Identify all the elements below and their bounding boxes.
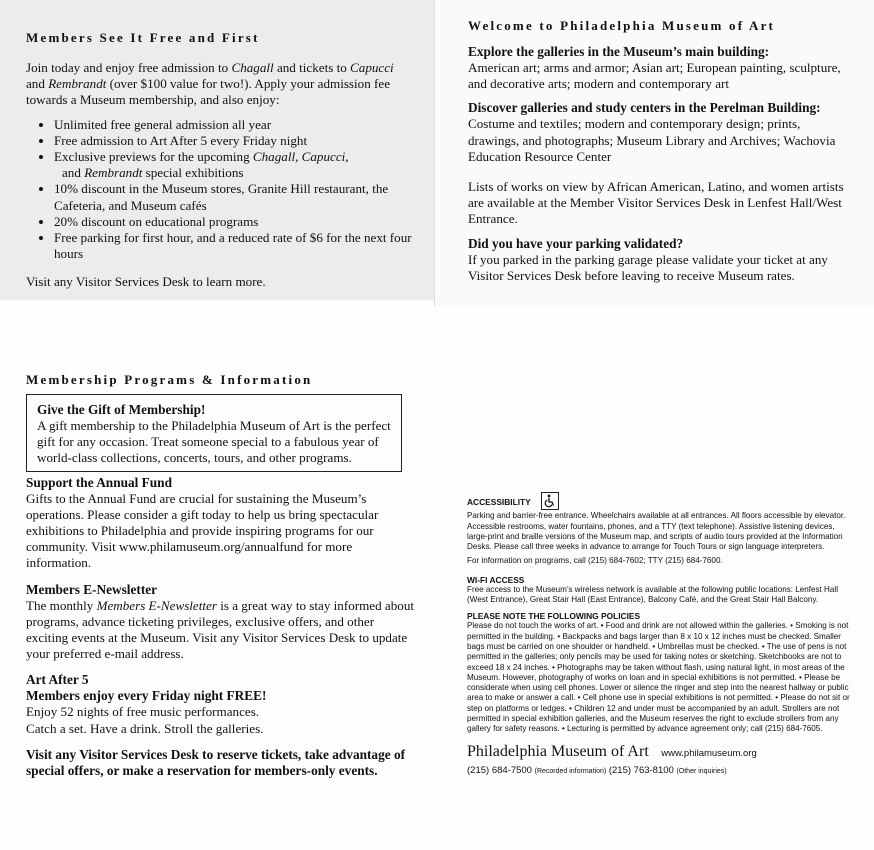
programs-panel: [0, 360, 434, 790]
benefit-text: and: [62, 165, 85, 181]
wifi-body: Free access to the Museum’s wireless network is available at the following public locations: Lenfest Hall (West Entrance), Great Stair Hall (East Entrance), Balcony Café, and the Great Stair Hall Balcony.: [467, 584, 838, 605]
programs-closing: Visit any Visitor Services Desk to reserve tickets, take advantage of special offers, or make a reservation for members-only events.: [26, 746, 406, 778]
members-intro: [26, 60, 414, 109]
parking-body: If you parked in the parking garage please validate your ticket at any Visitor Services Desk before leaving to receive Museum rates.: [468, 251, 828, 283]
phone-other-note: (Other inquiries): [676, 767, 727, 775]
benefit-item: • Unlimited free general admission all year: [54, 117, 414, 133]
benefit-text: Chagall, Capucci,: [252, 149, 349, 165]
intro-chagall: Chagall: [231, 60, 274, 75]
benefit-item: • Free admission to Art After 5 every Friday night: [54, 133, 414, 149]
accessibility-header: [467, 492, 854, 510]
main-building-body: American art; arms and armor; Asian art; European painting, sculpture, and decorative arts; modern and contemporary art: [468, 60, 841, 92]
after5-line: Catch a set. Have a drink. Stroll the galleries.: [26, 720, 264, 736]
intro-text: and tickets to: [273, 60, 351, 75]
benefit-item: • 10% discount in the Museum stores, Granite Hill restaurant, the Cafeteria, and Museum cafés: [54, 181, 414, 213]
newsletter-text: The monthly: [26, 597, 97, 613]
members-closing: Visit any Visitor Services Desk to learn more.: [26, 274, 266, 290]
policies-heading: PLEASE NOTE THE FOLLOWING POLICIES: [467, 611, 641, 622]
newsletter-heading: Members E-Newsletter: [26, 581, 158, 597]
members-panel: [0, 0, 434, 300]
benefits-list: [26, 117, 414, 263]
welcome-heading: Welcome to Philadelphia Museum of Art: [468, 18, 776, 33]
accessibility-heading: ACCESSIBILITY: [467, 497, 531, 508]
newsletter-body: [26, 598, 416, 663]
intro-capucci: Capucci: [350, 60, 394, 75]
museum-name: Philadelphia Museum of Art: [467, 742, 649, 760]
wifi-heading: WI-FI ACCESS: [467, 574, 525, 585]
accessibility-phone: For information on programs, call (215) 684-7602; TTY (215) 684-7600.: [467, 556, 723, 566]
gift-box: [26, 394, 402, 472]
benefit-text: special exhibitions: [142, 165, 244, 181]
wheelchair-icon: [541, 492, 559, 510]
phone-line: [467, 765, 854, 776]
programs-heading: Membership Programs & Information: [26, 372, 313, 387]
fund-heading: Support the Annual Fund: [26, 474, 172, 490]
intro-text: and: [26, 76, 49, 92]
after5-heading: Art After 5: [26, 672, 89, 688]
gift-body: A gift membership to the Philadelphia Museum of Art is the perfect gift for any occasion. Treat someone special to a fabulous year of world-class collections, concerts, tours, and other programs.: [37, 418, 391, 466]
benefit-text: Rembrandt: [84, 165, 143, 181]
after5-line: Enjoy 52 nights of free music performances.: [26, 704, 260, 720]
parking-heading: Did you have your parking validated?: [468, 235, 684, 251]
members-heading: Members See It Free and First: [26, 30, 260, 45]
newsletter-title: Members E-Newsletter: [96, 597, 217, 613]
newsletter-text: is a great way to stay informed about programs, advance ticketing privileges, exclusive offers, and other exciting events at the Museum. Visit any Visitor Services Desk to update your preferred e-mail address.: [26, 597, 415, 662]
intro-rembrandt: Rembrandt: [48, 76, 107, 92]
phone-recorded: (215) 684-7500: [467, 764, 532, 776]
benefit-text: Exclusive previews for the upcoming: [54, 149, 253, 165]
policies-body: Please do not touch the works of art. • Food and drink are not allowed within the galleries. • Smoking is not permitted in the building. • Backpacks and bags larger than 8 x 10 x 12 inches must be checked. Smaller bags must be carried on one shoulder or handheld. • Umbrellas must be checked. • The use of pens is not permitted in the galleries; only pencils may be used for taking notes or sketching. Sketchbooks are not to exceed 18 x 24 inches. • Photographs may be taken without flash, using natural light, in most areas of the Museum. However, photography of works on loan and in special exhibitions is not permitted. • Please be considerate when using cell phones. Lower or silence the ringer and step into the nearest hallway or public area to make or answer a call. • Cell phone use in special exhibitions is not permitted. • Please do not sit or step on platforms or ledges. • Children 12 and under must be accompanied by an adult. Strollers are not permitted in special exhibition galleries, and the Museum reserves the right to exclude strollers from any gallery for safety reasons. • Lecturing is permitted by advance agreement only; call (215) 684-7605.: [467, 621, 850, 734]
perelman-heading: Discover galleries and study centers in the Perelman Building:: [468, 100, 821, 116]
main-building-heading: Explore the galleries in the Museum’s main building:: [468, 44, 770, 59]
after5-subheading: Members enjoy every Friday night FREE!: [26, 688, 267, 704]
perelman-body: Costume and textiles; modern and contemporary design; prints, drawings, and photographs; Museum Library and Archives; Wachovia Education Resource Center: [468, 116, 836, 164]
accessibility-body: Parking and barrier-free entrance. Wheelchairs available at all entrances. All floors accessible by elevator. Accessible restrooms, water fountains, phones, and a TTY (text telephone). Assistive listening devices, large-print and braille versions of the Museum map, and scripts of audio tours provided at the Information Desks. Please call three weeks in advance to arrange for Touch Tours or sign language interpreters.: [467, 511, 846, 552]
museum-website: www.philamuseum.org: [661, 747, 757, 759]
phone-other: (215) 763-8100: [608, 764, 674, 776]
museum-footer: [467, 743, 854, 761]
phone-recorded-note: (Recorded information): [534, 767, 607, 775]
fund-body: Gifts to the Annual Fund are crucial for sustaining the Museum’s operations. Please consider a gift today to help us bring spectacular exhibitions to Philadelphia and provide inspiring programs for our community. Visit www.philamuseum.org/annualfund for more information.: [26, 490, 379, 571]
lists-note: Lists of works on view by African American, Latino, and women artists are available at the Member Visitor Services Desk in Lenfest Hall/West Entrance.: [468, 179, 844, 227]
benefit-item: • Free parking for first hour, and a reduced rate of $6 for the next four hours: [54, 230, 414, 262]
gift-heading: Give the Gift of Membership!: [37, 402, 206, 417]
benefit-item: [54, 149, 414, 181]
benefit-item: • 20% discount on educational programs: [54, 214, 414, 230]
intro-text: Join today and enjoy free admission to: [26, 60, 232, 75]
welcome-panel: [434, 0, 874, 306]
info-panel: [434, 492, 874, 842]
intro-text: (over $100 value for two!). Apply your admission fee towards a Museum membership, and also enjoy:: [26, 76, 391, 108]
